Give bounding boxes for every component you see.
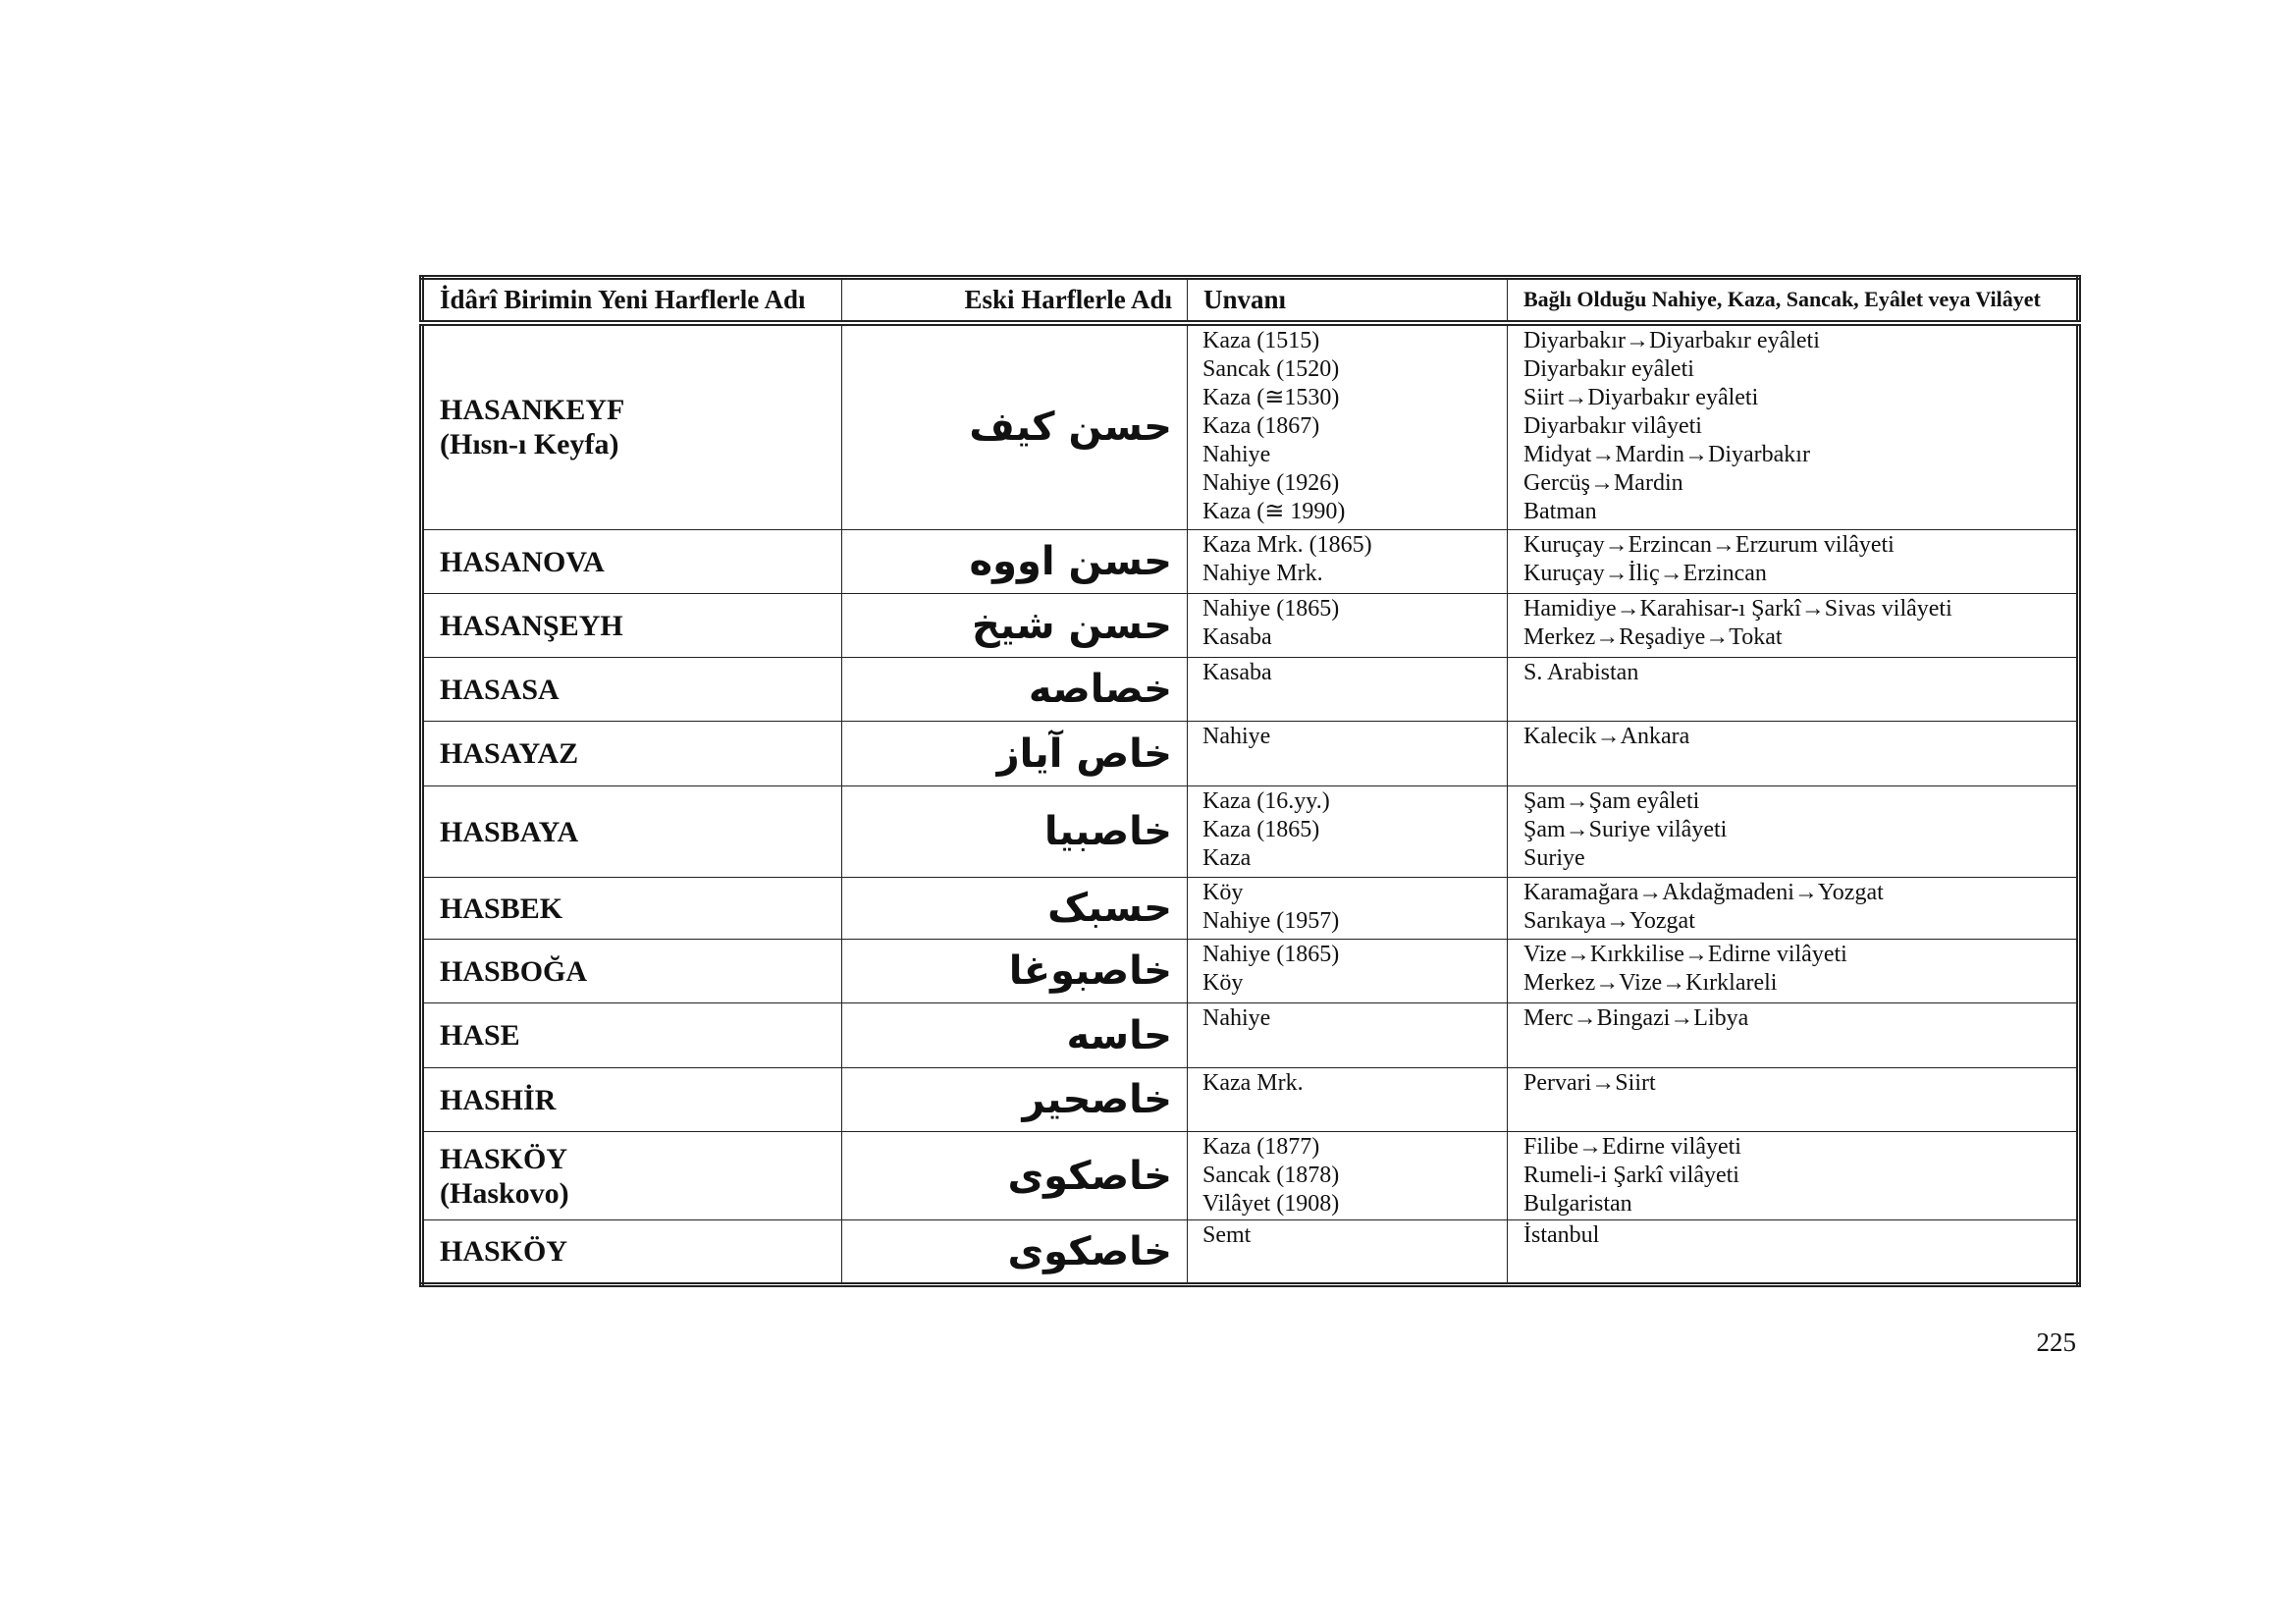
- old-script-name-cell: [842, 1132, 1188, 1220]
- old-script-name: خصاصه: [1028, 667, 1172, 712]
- affiliation-line: Merc→Bingazi→Libya: [1523, 1005, 1749, 1031]
- affiliation-line: S. Arabistan: [1523, 660, 1639, 685]
- title-cell: [1188, 1220, 1508, 1285]
- affiliation-line: Merkez→Vize→Kırklareli: [1523, 970, 1778, 996]
- affiliation-cell: [1508, 323, 2079, 530]
- affiliation-cell: [1508, 722, 2079, 786]
- old-script-name-cell: [842, 786, 1188, 878]
- table-row: [422, 1068, 2079, 1132]
- old-script-name: خاصبوغا: [1008, 948, 1172, 994]
- title-cell: [1188, 940, 1508, 1003]
- old-script-name: حسن اووه: [969, 539, 1172, 584]
- affiliation-cell: [1508, 594, 2079, 658]
- unit-name: HASBEK: [440, 892, 563, 925]
- table-row: [422, 878, 2079, 940]
- affiliation-line: Şam→Suriye vilâyeti: [1523, 817, 1728, 842]
- old-script-name-cell: [842, 1003, 1188, 1068]
- title-line: Semt: [1202, 1222, 1252, 1248]
- affiliation-line: Filibe→Edirne vilâyeti: [1523, 1134, 1741, 1160]
- unit-name-cell: [422, 878, 842, 940]
- affiliation-line: Kuruçay→İliç→Erzincan: [1523, 561, 1767, 586]
- table-row: [422, 323, 2079, 530]
- title-cell: [1188, 1003, 1508, 1068]
- unit-name-cell: [422, 1003, 842, 1068]
- unit-name: HASAYAZ: [440, 737, 579, 770]
- title-line: Kaza (1877): [1202, 1134, 1320, 1160]
- unit-name: HASBAYA: [440, 815, 579, 848]
- unit-name-cell: [422, 722, 842, 786]
- title-line: Nahiye: [1202, 441, 1271, 467]
- title-cell: [1188, 786, 1508, 878]
- header-title: Unvanı: [1188, 278, 1508, 323]
- table-row: [422, 1003, 2079, 1068]
- unit-name: HASKÖY: [440, 1235, 568, 1268]
- title-line: Nahiye (1865): [1202, 596, 1340, 622]
- affiliation-line: Merkez→Reşadiye→Tokat: [1523, 624, 1783, 650]
- old-script-name-cell: [842, 1068, 1188, 1132]
- affiliation-cell: [1508, 658, 2079, 722]
- affiliation-line: Suriye: [1523, 845, 1585, 871]
- old-script-name: خاصحير: [1022, 1077, 1172, 1122]
- affiliation-line: Şam→Şam eyâleti: [1523, 788, 1700, 814]
- title-line: Kaza (16.yy.): [1202, 788, 1330, 814]
- unit-name-cell: [422, 594, 842, 658]
- affiliation-cell: [1508, 1220, 2079, 1285]
- unit-name: HASE: [440, 1019, 520, 1052]
- table-row: [422, 940, 2079, 1003]
- page-number: 225: [2036, 1327, 2076, 1357]
- title-line: Nahiye: [1202, 1005, 1271, 1031]
- old-script-name: حسن كيف: [969, 405, 1172, 451]
- unit-name: HASHİR: [440, 1083, 557, 1116]
- affiliation-line: Bulgaristan: [1523, 1191, 1632, 1217]
- unit-name-cell: [422, 940, 842, 1003]
- title-line: Kaza (≅ 1990): [1202, 498, 1346, 524]
- table-header-row: [422, 278, 2079, 323]
- title-cell: [1188, 658, 1508, 722]
- affiliation-line: Karamağara→Akdağmadeni→Yozgat: [1523, 880, 1884, 905]
- affiliation-cell: [1508, 1068, 2079, 1132]
- old-script-name-cell: [842, 878, 1188, 940]
- affiliation-line: Batman: [1523, 498, 1597, 524]
- title-line: Nahiye (1957): [1202, 908, 1340, 934]
- old-script-name-cell: [842, 1220, 1188, 1285]
- title-line: Kaza (≅1530): [1202, 384, 1340, 410]
- old-script-name: خاصکوى: [1007, 1228, 1172, 1274]
- unit-alt-name: (Haskovo): [440, 1176, 569, 1210]
- header-affiliation: Bağlı Olduğu Nahiye, Kaza, Sancak, Eyâlet veya Vilâyet: [1508, 278, 2079, 323]
- unit-name: HASASA: [440, 673, 560, 706]
- title-line: Köy: [1202, 880, 1244, 905]
- title-line: Nahiye (1926): [1202, 469, 1340, 496]
- affiliation-line: Diyarbakır→Diyarbakır eyâleti: [1523, 327, 1820, 353]
- title-line: Sancak (1520): [1202, 355, 1340, 382]
- affiliation-cell: [1508, 940, 2079, 1003]
- affiliation-line: Midyat→Mardin→Diyarbakır: [1523, 441, 1810, 467]
- table-row: [422, 786, 2079, 878]
- affiliation-line: Vize→Kırkkilise→Edirne vilâyeti: [1523, 942, 1847, 967]
- old-script-name: خاصکوى: [1007, 1153, 1172, 1199]
- old-script-name: حاسه: [1066, 1012, 1172, 1058]
- title-line: Kaza (1867): [1202, 412, 1320, 439]
- title-line: Kasaba: [1202, 624, 1272, 650]
- old-script-name: حسن شيخ: [972, 603, 1172, 648]
- unit-name-cell: [422, 1220, 842, 1285]
- unit-name-cell: [422, 658, 842, 722]
- unit-name: HASANŞEYH: [440, 609, 623, 642]
- affiliation-line: Kalecik→Ankara: [1523, 724, 1690, 749]
- title-line: Kaza: [1202, 845, 1252, 871]
- old-script-name: حسبک: [1047, 886, 1172, 931]
- title-line: Kasaba: [1202, 660, 1272, 685]
- old-script-name-cell: [842, 323, 1188, 530]
- table-row: [422, 530, 2079, 594]
- unit-name: HASANKEYF: [440, 394, 625, 427]
- affiliation-cell: [1508, 786, 2079, 878]
- title-line: Nahiye (1865): [1202, 942, 1340, 967]
- affiliation-line: Diyarbakır eyâleti: [1523, 355, 1694, 382]
- affiliation-line: Diyarbakır vilâyeti: [1523, 412, 1702, 439]
- unit-name-cell: [422, 530, 842, 594]
- old-script-name-cell: [842, 722, 1188, 786]
- title-cell: [1188, 1132, 1508, 1220]
- unit-name: HASBOĞA: [440, 954, 588, 988]
- affiliation-cell: [1508, 1003, 2079, 1068]
- affiliation-line: Hamidiye→Karahisar-ı Şarkî→Sivas vilâyeti: [1523, 596, 1952, 622]
- unit-alt-name: (Hısn-ı Keyfa): [440, 428, 619, 461]
- unit-name: HASANOVA: [440, 545, 605, 578]
- administrative-units-table: [419, 275, 2081, 1287]
- old-script-name: خاصبيا: [1043, 809, 1172, 854]
- affiliation-line: Kuruçay→Erzincan→Erzurum vilâyeti: [1523, 532, 1895, 558]
- unit-name-cell: [422, 1068, 842, 1132]
- title-line: Kaza Mrk. (1865): [1202, 532, 1372, 558]
- title-line: Kaza (1865): [1202, 817, 1320, 842]
- affiliation-cell: [1508, 530, 2079, 594]
- title-line: Vilâyet (1908): [1202, 1191, 1340, 1217]
- table-row: [422, 722, 2079, 786]
- affiliation-line: Siirt→Diyarbakır eyâleti: [1523, 384, 1759, 410]
- table-row: [422, 1132, 2079, 1220]
- affiliation-cell: [1508, 878, 2079, 940]
- unit-name-cell: [422, 323, 842, 530]
- title-cell: [1188, 722, 1508, 786]
- title-line: Nahiye Mrk.: [1202, 561, 1323, 586]
- table-row: [422, 594, 2079, 658]
- unit-name: HASKÖY: [440, 1142, 568, 1175]
- title-line: Nahiye: [1202, 724, 1271, 749]
- title-cell: [1188, 594, 1508, 658]
- old-script-name-cell: [842, 940, 1188, 1003]
- unit-name-cell: [422, 786, 842, 878]
- affiliation-line: Pervari→Siirt: [1523, 1070, 1656, 1096]
- title-line: Köy: [1202, 970, 1244, 996]
- header-new-script-name: İdârî Birimin Yeni Harflerle Adı: [422, 278, 842, 323]
- affiliation-line: İstanbul: [1523, 1222, 1600, 1248]
- unit-name-cell: [422, 1132, 842, 1220]
- table-row: [422, 1220, 2079, 1285]
- title-cell: [1188, 878, 1508, 940]
- title-line: Kaza (1515): [1202, 327, 1320, 353]
- old-script-name: خاص آياز: [996, 731, 1172, 777]
- old-script-name-cell: [842, 530, 1188, 594]
- affiliation-line: Gercüş→Mardin: [1523, 469, 1683, 496]
- old-script-name-cell: [842, 594, 1188, 658]
- title-cell: [1188, 530, 1508, 594]
- title-line: Kaza Mrk.: [1202, 1070, 1304, 1096]
- affiliation-line: Rumeli-i Şarkî vilâyeti: [1523, 1163, 1739, 1188]
- affiliation-cell: [1508, 1132, 2079, 1220]
- title-cell: [1188, 1068, 1508, 1132]
- old-script-name-cell: [842, 658, 1188, 722]
- table-row: [422, 658, 2079, 722]
- title-cell: [1188, 323, 1508, 530]
- affiliation-line: Sarıkaya→Yozgat: [1523, 908, 1695, 934]
- header-old-script-name: Eski Harflerle Adı: [842, 278, 1188, 323]
- title-line: Sancak (1878): [1202, 1163, 1340, 1188]
